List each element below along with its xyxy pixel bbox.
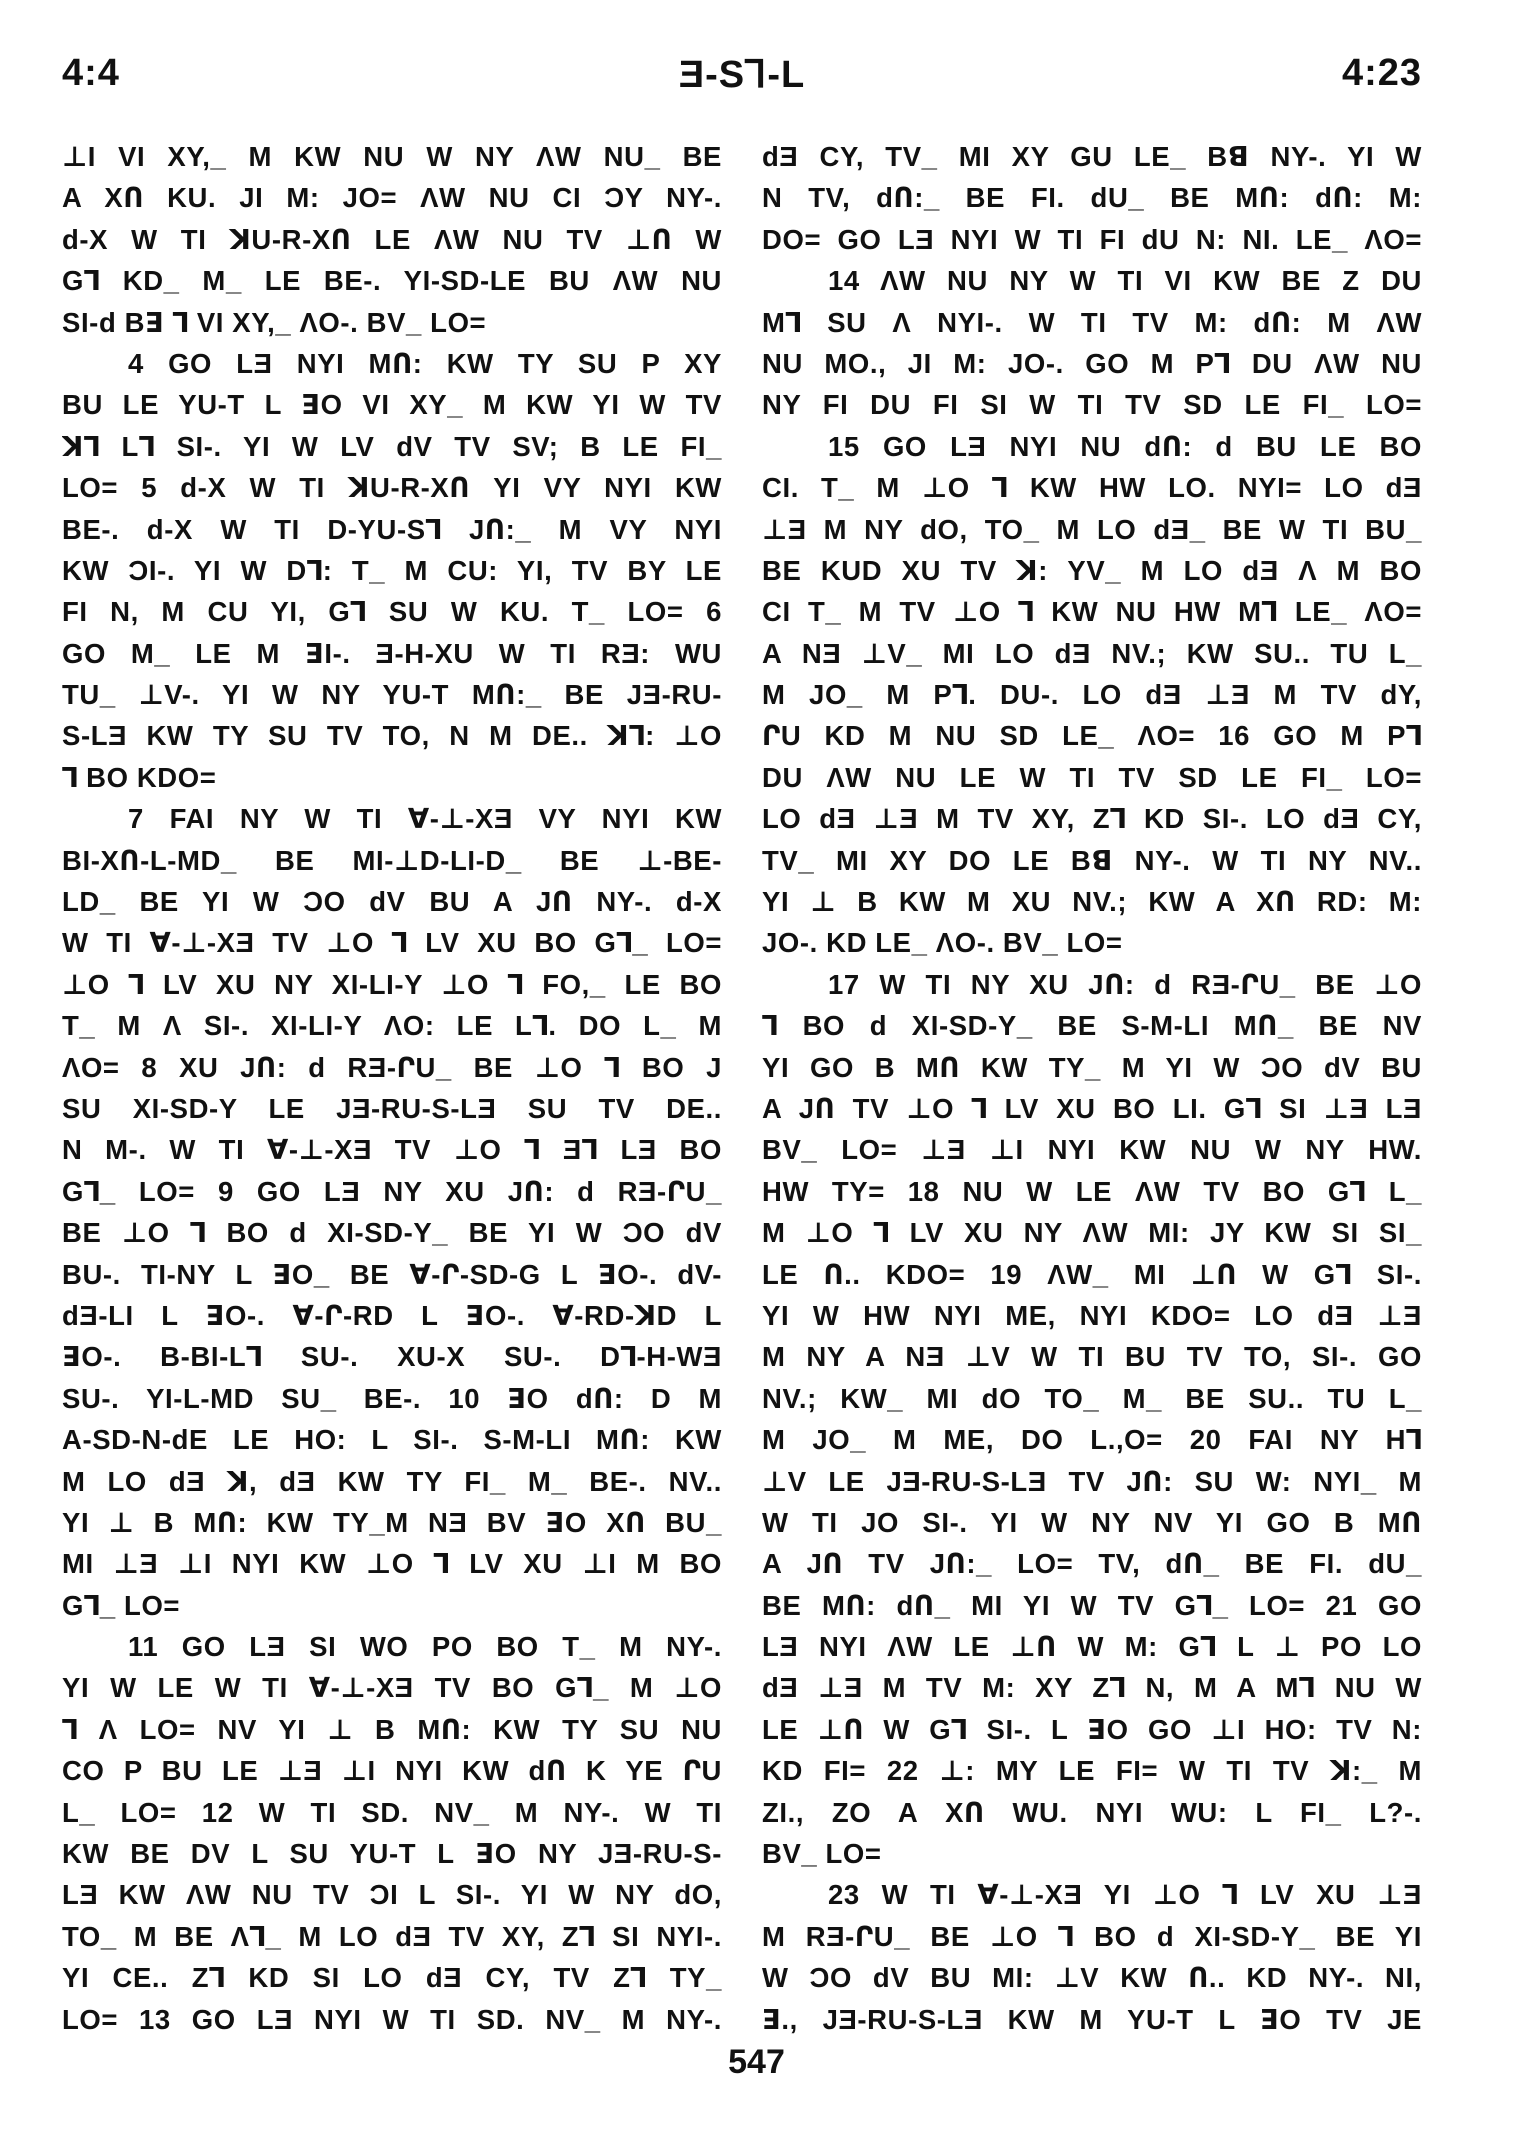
text-line: ⊥I VI XY,_ M KW NU W NY ΛW NU_ BE — [62, 141, 722, 172]
text-line: M⅂ SU Λ NYI-. W TI TV M: dՈ: M ΛW — [762, 306, 1422, 338]
text-line: 14 ΛW NU NY W TI VI KW BE Z DU — [828, 265, 1422, 297]
text-line: DU ΛW NU LE W TI TV SD LE FI_ LO= — [762, 761, 1422, 793]
text-line: LE Ո.. KDO= 19 ΛW_ MI ⊥Ո W G⅂ SI-. — [762, 1258, 1422, 1290]
text-line: YI CE.. Z⅂ KD SI LO dƎ CY, TV Z⅂ TY_ — [62, 1962, 722, 1994]
text-line: KD FI= 22 ⊥: MY LE FI= W TI TV ꓘ:_ M — [762, 1755, 1422, 1787]
header-book-title: Ǝ-S⅂-L — [678, 54, 806, 96]
text-line: TU_ ⊥V-. YI W NY YU-T MՈ:_ BE JƎ-RU- — [62, 679, 722, 711]
text-line: A JՈ TV ⊥O ⅂ LV XU BO LI. G⅂ SI ⊥Ǝ LƎ — [762, 1092, 1422, 1124]
text-line: NU MO., JI M: JO-. GO M P⅂ DU ΛW NU — [762, 347, 1422, 379]
text-line: 7 FAI NY W TI ∀-⊥-XƎ VY NYI KW — [128, 803, 722, 835]
text-line: ՐU KD M NU SD LE_ ΛO= 16 GO M P⅂ — [762, 720, 1422, 752]
text-column-left — [62, 136, 722, 2036]
text-line: 23 W TI ∀-⊥-XƎ YI ⊥O ⅂ LV XU ⊥Ǝ — [828, 1879, 1422, 1911]
text-line: DO= GO LƎ NYI W TI FI dU N: NI. LE_ ΛO= — [762, 223, 1422, 255]
text-line: 11 GO LƎ SI WO PO BO T_ M NY-. — [128, 1631, 722, 1663]
text-line: G⅂ KD_ M_ LE BE-. YI-SD-LE BU ΛW NU — [62, 265, 722, 297]
text-line: MI ⊥Ǝ ⊥I NYI KW ⊥O ⅂ LV XU ⊥I M BO — [62, 1548, 722, 1580]
page-header — [62, 52, 1422, 112]
text-line: A XՈ KU. JI M: JO= ΛW NU CI ƆY NY-. — [62, 182, 722, 214]
text-line: BE KUD XU TV ꓘ: YV_ M LO dƎ Λ M BO — [762, 554, 1422, 586]
text-line: YI W LE W TI ∀-⊥-XƎ TV BO G⅂_ M ⊥O — [62, 1672, 722, 1704]
text-line: TV_ MI XY DO LE Bꓭ NY-. W TI NY NV.. — [762, 844, 1422, 876]
text-line: BU LE YU-T L ꓱO VI XY_ M KW YI W TV — [62, 389, 722, 421]
text-line: A-SD-N-dE LE HO: L SI-. S-M-LI MՈ: KW — [62, 1424, 722, 1456]
text-column-right — [762, 136, 1422, 2036]
text-line: L_ LO= 12 W TI SD. NV_ M NY-. W TI — [62, 1796, 722, 1828]
text-line: ⅂ BO d XI-SD-Y_ BE S-M-LI MՈ_ BE NV — [762, 1010, 1422, 1042]
text-line: W ƆO dV BU MI: ⊥V KW Ո.. KD NY-. NI, — [762, 1962, 1422, 1994]
text-line: A NƎ ⊥V_ MI LO dƎ NV.; KW SU.. TU L_ — [762, 637, 1422, 669]
text-line: ⅂ BO KDO= — [62, 761, 217, 793]
text-line: ZI., ZO A XՈ WU. NYI WU: L FI_ L?-. — [762, 1796, 1422, 1828]
text-line: G⅂_ LO= — [62, 1589, 181, 1621]
text-line: M ⊥O ⅂ LV XU NY ΛW MI: JY KW SI SI_ — [762, 1217, 1422, 1249]
text-line: N M-. W TI ∀-⊥-XƎ TV ⊥O ⅂ Ǝ⅂ LƎ BO — [62, 1134, 722, 1166]
text-line: YI GO B MՈ KW TY_ M YI W ƆO dV BU — [762, 1051, 1422, 1083]
text-line: ⅂ Λ LO= NV YI ⊥ B MՈ: KW TY SU NU — [62, 1713, 722, 1745]
text-line: BU-. TI-NY L ꓱO_ BE ∀-Ր-SD-G L ꓱO-. dV- — [62, 1258, 722, 1290]
text-line: CI. T_ M ⊥O ⅂ KW HW LO. NYI= LO dƎ — [762, 472, 1422, 504]
text-line: 15 GO LƎ NYI NU dՈ: d BU LE BO — [828, 430, 1422, 462]
text-line: LO dƎ ⊥Ǝ M TV XY, Z⅂ KD SI-. LO dƎ CY, — [762, 803, 1422, 835]
text-line: d-X W TI ꓘU-R-XՈ LE ΛW NU TV ⊥Ո W — [62, 223, 722, 255]
text-line: S-LƎ KW TY SU TV TO, N M DE.. ꓘ⅂: ⊥O — [62, 720, 722, 752]
text-line: YI ⊥ B KW M XU NV.; KW A XՈ RD: M: — [762, 886, 1422, 918]
text-line: GO M_ LE M ꓱI-. Ǝ-H-XU W TI RƎ: WU — [62, 637, 722, 669]
page-number: 547 — [728, 2043, 785, 2081]
text-line: FI N, M CU YI, G⅂ SU W KU. T_ LO= 6 — [62, 596, 722, 628]
text-line: ΛO= 8 XU JՈ: d RƎ-ՐU_ BE ⊥O ⅂ BO J — [62, 1051, 722, 1083]
text-line: LE ⊥Ո W G⅂ SI-. L ꓱO GO ⊥I HO: TV N: — [762, 1713, 1422, 1745]
text-line: ꓱ., JƎ-RU-S-LƎ KW M YU-T L ꓱO TV JE — [762, 2003, 1422, 2035]
text-line: M JO_ M P⅂. DU-. LO dƎ ⊥Ǝ M TV dY, — [762, 679, 1422, 711]
text-line: ⊥Ǝ M NY dO, TO_ M LO dƎ_ BE W TI BU_ — [762, 513, 1422, 545]
text-line: LD_ BE YI W ƆO dV BU A JՈ NY-. d-X — [62, 886, 722, 918]
text-line: SU XI-SD-Y LE JƎ-RU-S-LƎ SU TV DE.. — [62, 1092, 722, 1124]
text-line: ꓘ⅂ L⅂ SI-. YI W LV dV TV SV; B LE FI_ — [62, 430, 722, 462]
text-line: 17 W TI NY XU JՈ: d RƎ-ՐU_ BE ⊥O — [828, 968, 1422, 1000]
header-chapter-end: 4:23 — [1341, 52, 1422, 94]
text-line: NY FI DU FI SI W TI TV SD LE FI_ LO= — [762, 389, 1422, 421]
text-line: LO= 13 GO LƎ NYI W TI SD. NV_ M NY-. — [62, 2003, 722, 2035]
text-line: BV_ LO= — [762, 1838, 882, 1870]
text-line: LO= 5 d-X W TI ꓘU-R-XՈ YI VY NYI KW — [62, 472, 722, 504]
text-line: M LO dƎ ꓘ, dƎ KW TY FI_ M_ BE-. NV.. — [62, 1465, 722, 1497]
text-line: KW ƆI-. YI W D⅂: T_ M CU: YI, TV BY LE — [62, 554, 722, 586]
text-line: HW TY= 18 NU W LE ΛW TV BO G⅂ L_ — [762, 1175, 1422, 1207]
text-line: SI-d Bꓱ ⅂ VI XY,_ ΛO-. BV_ LO= — [62, 306, 487, 338]
text-line: M RƎ-ՐU_ BE ⊥O ⅂ BO d XI-SD-Y_ BE YI — [762, 1920, 1422, 1952]
text-line: M JO_ M ME, DO L.,O= 20 FAI NY H⅂ — [762, 1424, 1422, 1456]
header-chapter-start: 4:4 — [62, 52, 120, 94]
text-line: TO_ M BE Λ⅂_ M LO dƎ TV XY, Z⅂ SI NYI-. — [62, 1920, 722, 1952]
text-line: W TI JO SI-. YI W NY NV YI GO B MՈ — [762, 1506, 1422, 1538]
text-line: BE MՈ: dՈ_ MI YI W TV G⅂_ LO= 21 GO — [762, 1589, 1422, 1621]
text-line: SU-. YI-L-MD SU_ BE-. 10 ꓱO dՈ: D M — [62, 1382, 722, 1414]
text-line: dƎ-LI L ꓱO-. ∀-Ր-RD L ꓱO-. ∀-RD-ꓘD L — [62, 1299, 722, 1331]
text-line: CO P BU LE ⊥Ǝ ⊥I NYI KW dՈ K YE ՐU — [62, 1755, 722, 1787]
text-line: LƎ NYI ΛW LE ⊥Ո W M: G⅂ L ⊥ PO LO — [762, 1631, 1422, 1663]
text-line: BE ⊥O ⅂ BO d XI-SD-Y_ BE YI W ƆO dV — [62, 1217, 722, 1249]
text-line: ⊥V LE JƎ-RU-S-LƎ TV JՈ: SU W: NYI_ M — [762, 1465, 1422, 1497]
text-line: CI T_ M TV ⊥O ⅂ KW NU HW M⅂ LE_ ΛO= — [762, 596, 1422, 628]
text-line: YI W HW NYI ME, NYI KDO= LO dƎ ⊥Ǝ — [762, 1299, 1422, 1331]
text-line: W TI ∀-⊥-XƎ TV ⊥O ⅂ LV XU BO G⅂_ LO= — [62, 927, 722, 959]
text-line: M NY A NƎ ⊥V W TI BU TV TO, SI-. GO — [762, 1341, 1422, 1373]
text-line: N TV, dՈ:_ BE FI. dU_ BE MՈ: dՈ: M: — [762, 182, 1422, 214]
text-line: JO-. KD LE_ ΛO-. BV_ LO= — [762, 927, 1123, 959]
text-line: A JՈ TV JՈ:_ LO= TV, dՈ_ BE FI. dU_ — [762, 1548, 1422, 1580]
text-line: LƎ KW ΛW NU TV ƆI L SI-. YI W NY dO, — [62, 1879, 722, 1911]
text-line: G⅂_ LO= 9 GO LƎ NY XU JՈ: d RƎ-ՐU_ — [62, 1175, 722, 1207]
text-line: dƎ CY, TV_ MI XY GU LE_ Bꓭ NY-. YI W — [762, 141, 1422, 172]
text-line: KW BE DV L SU YU-T L ꓱO NY JƎ-RU-S- — [62, 1838, 722, 1870]
text-line: YI ⊥ B MՈ: KW TY_M NƎ BV ꓱO XՈ BU_ — [62, 1506, 722, 1538]
text-line: BI-XՈ-L-MD_ BE MI-⊥D-LI-D_ BE ⊥-BE- — [62, 844, 722, 876]
text-line: 4 GO LƎ NYI MՈ: KW TY SU P XY — [128, 347, 722, 379]
text-line: BE-. d-X W TI D-YU-S⅂ JՈ:_ M VY NYI — [62, 513, 722, 545]
text-line: ⊥O ⅂ LV XU NY XI-LI-Y ⊥O ⅂ FO,_ LE BO — [62, 968, 722, 1000]
text-line: NV.; KW_ MI dO TO_ M_ BE SU.. TU L_ — [762, 1382, 1422, 1414]
text-line: ꓱO-. B-BI-L⅂ SU-. XU-X SU-. D⅂-H-WƎ — [62, 1341, 722, 1373]
text-line: BV_ LO= ⊥Ǝ ⊥I NYI KW NU W NY HW. — [762, 1134, 1422, 1166]
text-line: dƎ ⊥Ǝ M TV M: XY Z⅂ N, M A M⅂ NU W — [762, 1672, 1422, 1704]
text-line: T_ M Λ SI-. XI-LI-Y ΛO: LE L⅂. DO L_ M — [62, 1010, 722, 1042]
